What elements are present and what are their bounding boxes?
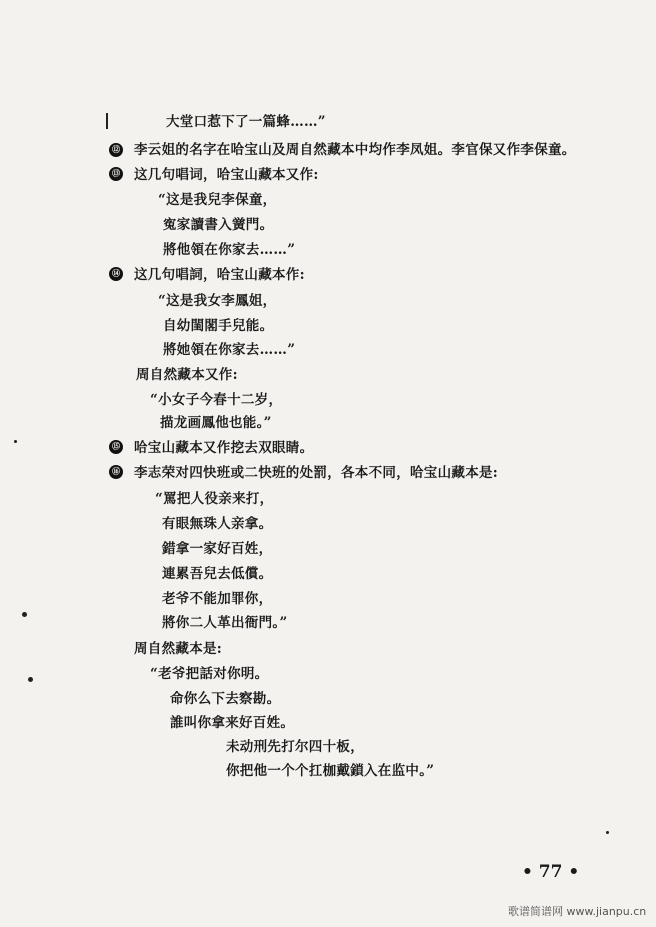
text-line: 李云姐的名字在哈宝山及周自然藏本中均作李凤姐。李官保又作李保童。 [134,142,576,158]
scan-speck [22,612,27,617]
text-line: 你把他一个个扛枷戴鎖入在监中。” [226,763,435,779]
scan-speck [14,440,17,443]
text-line: 錯拿一家好百姓， [162,541,273,557]
text-line: 命你么下去察勘。 [170,691,281,707]
text-line: 自幼閨閣手兒能。 [163,318,274,334]
footnote-marker-14: ⑭ [109,267,123,281]
page-number-value: 77 [538,862,563,882]
page-number [522,862,579,882]
text-line: 李志荣对四快班或二快班的处罰，各本不同，哈宝山藏本是: [134,465,499,481]
text-line: 周自然藏本又作: [136,367,238,383]
text-line: 大堂口惹下了一篇蜂……” [166,114,326,130]
text-line: “小女子今春十二岁， [150,392,283,408]
text-line: 描龙画鳳他也能。” [160,415,272,431]
text-line: 誰叫你拿来好百姓。 [170,715,295,731]
text-line: “这是我兒李保童， [158,192,277,208]
text-line: 哈宝山藏本又作挖去双眼睛。 [134,440,314,456]
text-line: “罵把人役亲来打， [155,491,274,507]
text-line: “老爷把話对你明。 [150,666,269,682]
text-line: 这几句唱词，哈宝山藏本又作: [134,167,319,183]
scan-speck [606,831,609,834]
text-line: 未动刑先打尔四十板， [226,739,364,755]
text-line: 有眼無珠人亲拿。 [162,516,273,532]
scan-speck [28,677,33,682]
footnote-marker-15: ⑮ [109,440,123,454]
text-line: 將他領在你家去……” [163,242,296,258]
site-watermark: 歌谱简谱网 www.jianpu.cn [508,905,647,918]
text-line: 連累吾兒去低償。 [162,566,273,582]
footnote-marker-13: ⑬ [109,167,123,181]
footnote-marker-16: ⑯ [109,465,123,479]
text-line: 老爷不能加罪你， [162,591,273,607]
text-line: 將她領在你家去……” [163,342,296,358]
text-line: “这是我女李鳳姐， [158,293,277,309]
footnote-marker-12: ⑫ [109,143,123,157]
page-number-dot: • [562,862,580,882]
page-number-dot: • [522,862,539,882]
text-line: 周自然藏本是: [134,641,223,657]
scan-mark [106,113,108,129]
text-line: 將你二人革出衙門。” [162,615,288,631]
text-line: 寃家讀書入黉門。 [163,217,274,233]
text-line: 这几句唱詞，哈宝山藏本作: [134,267,305,283]
